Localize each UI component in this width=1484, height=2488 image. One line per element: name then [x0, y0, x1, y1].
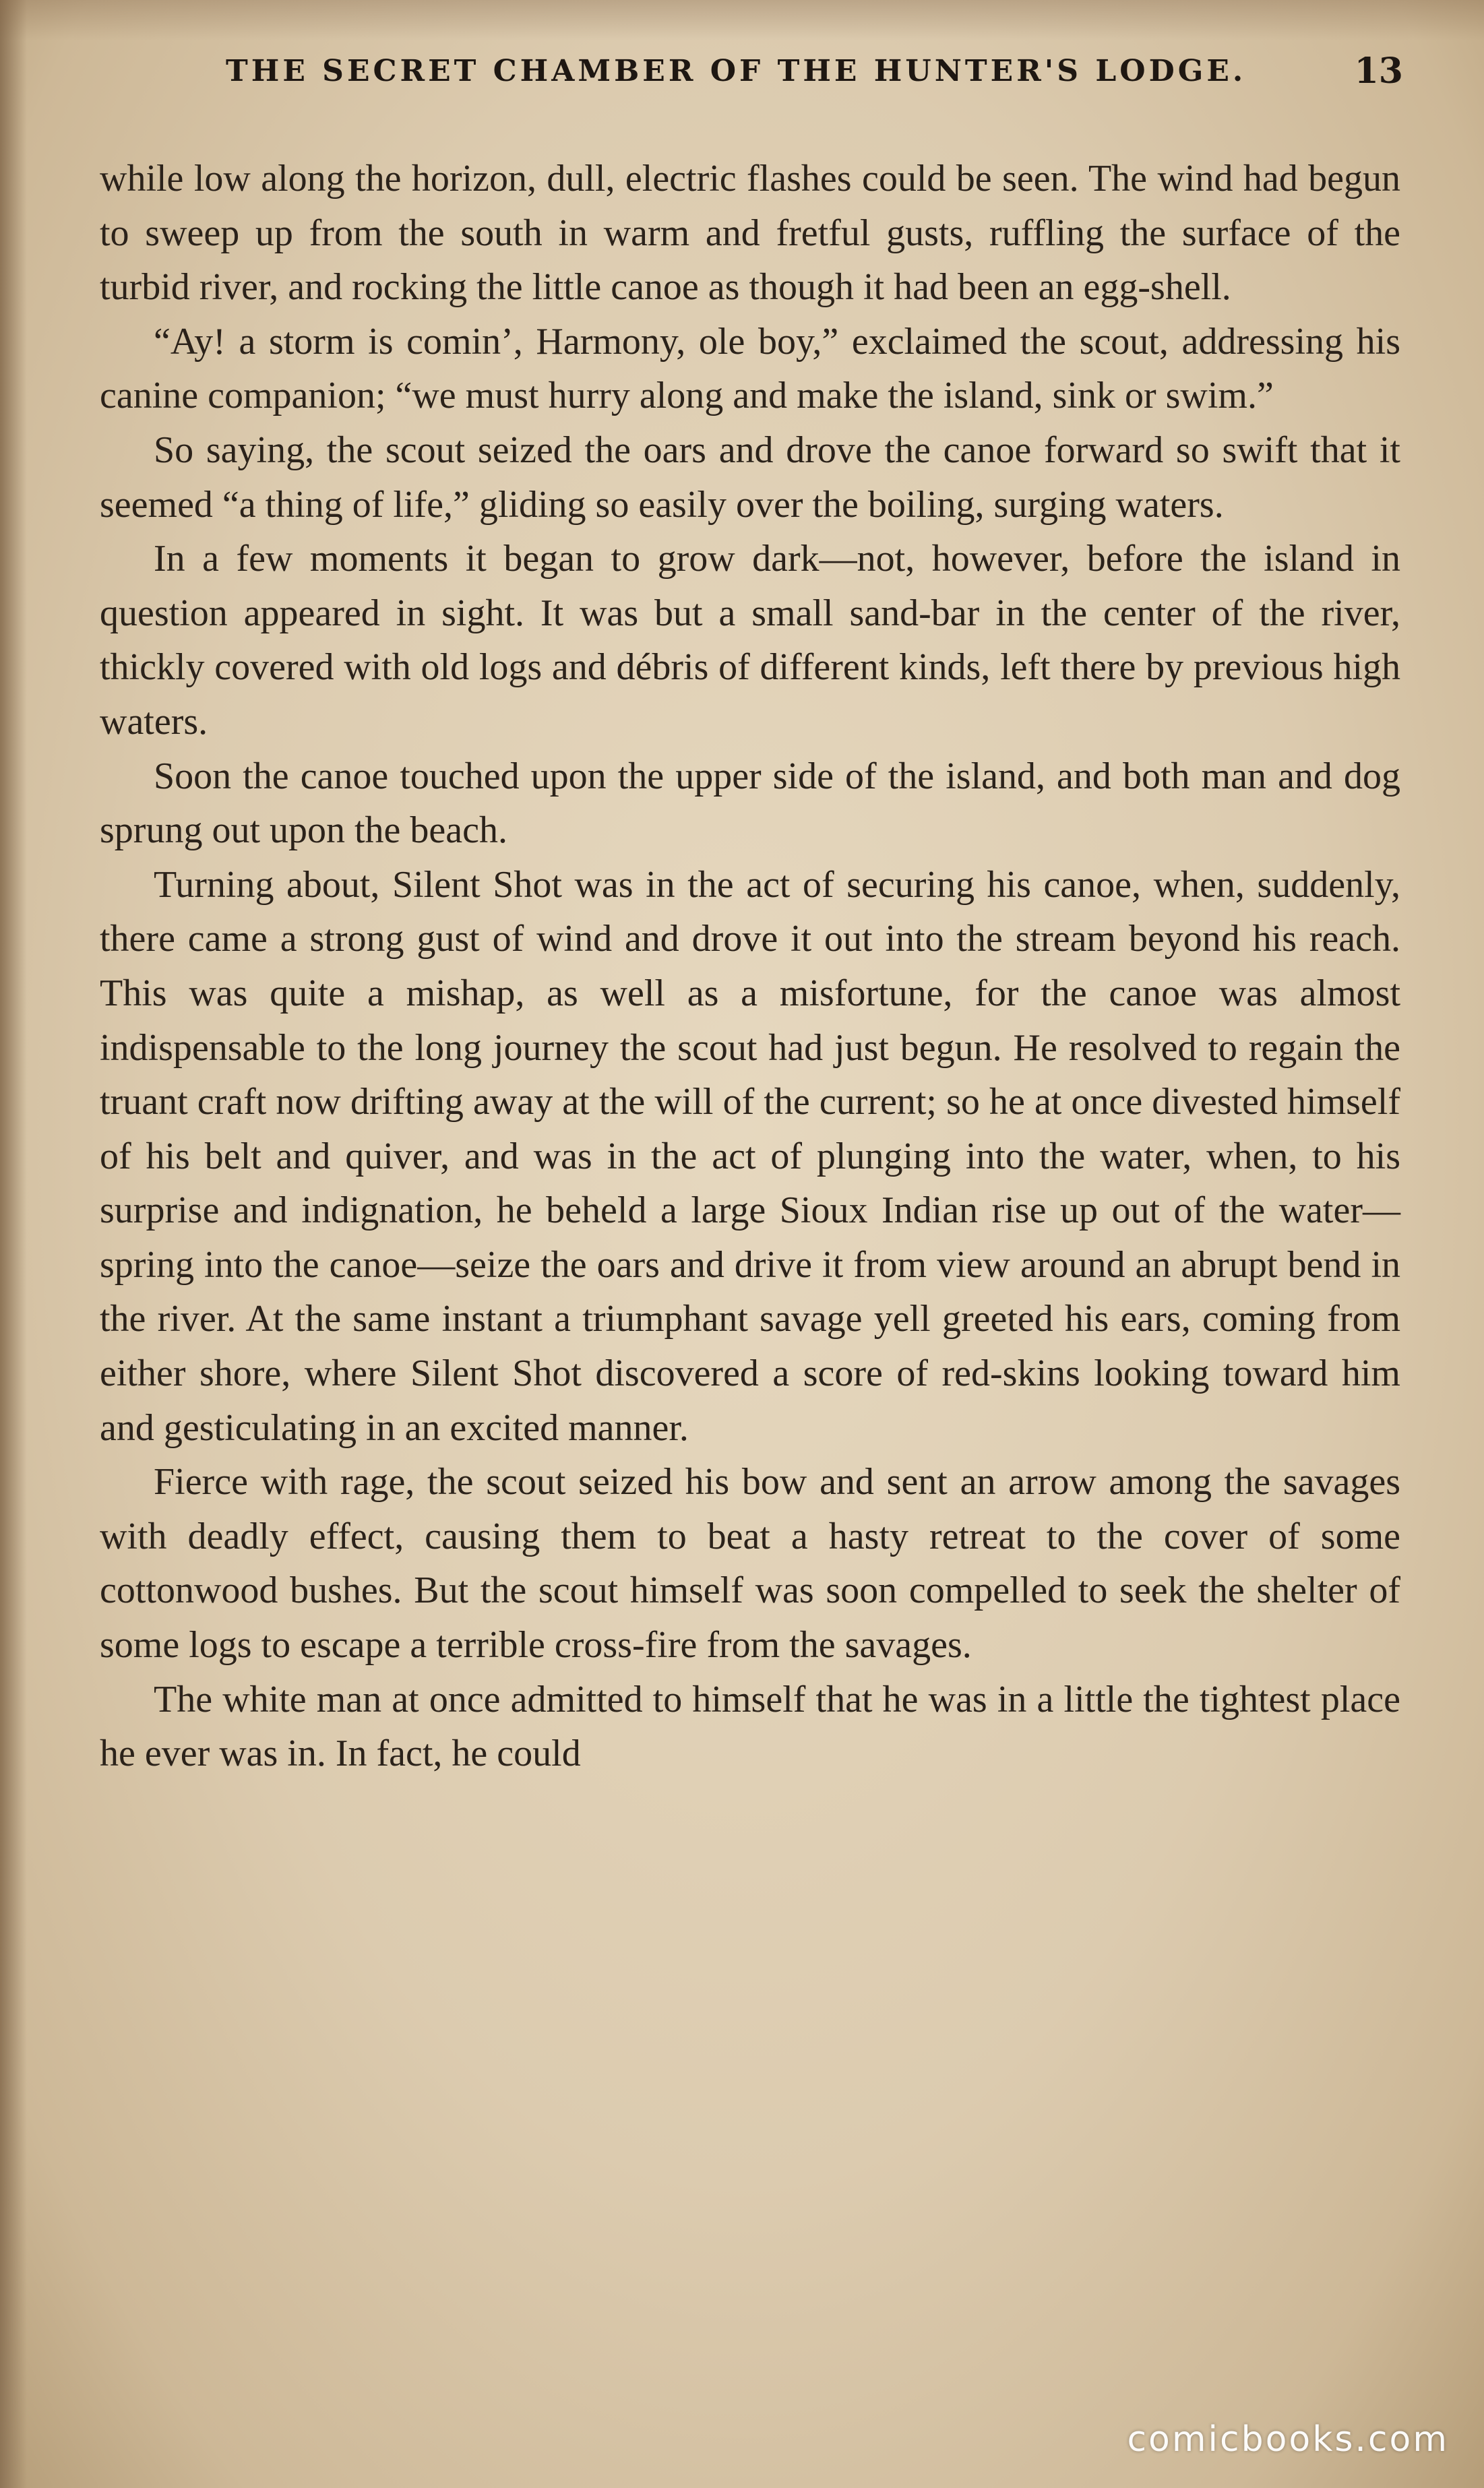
paragraph: “Ay! a storm is comin’, Harmony, ole boy,” exclaimed the scout, addressing his canine companion; “we must hurry along and make the island, sink or swim.”	[100, 320, 1400, 417]
paragraph: Turning about, Silent Shot was in the act of securing his canoe, when, suddenly, there came a strong gust of wind and drove it out into the stream beyond his reach. This was quite a mishap, as well as a misfortune, for the canoe was almost indispensable to the long journey the scout had just begun. He resolved to regain the truant craft now drifting away at the will of the current; so he at once divested himself of his belt and quiver, and was in the act of plunging into the water, when, to his surprise and indignation, he beheld a large Sioux Indian rise up out of the water—spring into the canoe—seize the oars and drive it from view around an abrupt bend in the river. At the same instant a triumphant savage yell greeted his ears, coming from either shore, where Silent Shot discovered a score of red-skins looking toward him and gesticulating in an excited manner.	[100, 863, 1400, 1449]
paragraph: Fierce with rage, the scout seized his bow and sent an arrow among the savages with deadly effect, causing them to beat a hasty retreat to the cover of some cottonwood bushes. But the scout himself was soon compelled to seek the shelter of some logs to escape a terrible cross-fire from the savages.	[100, 1461, 1400, 1667]
page-stain	[0, 0, 1484, 40]
paragraph: The white man at once admitted to himself that he was in a little the tightest place he ever was in. In fact, he could	[100, 1678, 1400, 1775]
page-edge-shadow	[0, 0, 27, 2488]
running-head: THE SECRET CHAMBER OF THE HUNTER'S LODGE.	[226, 53, 1247, 88]
page-header	[101, 44, 1403, 98]
paragraph: Soon the canoe touched upon the upper side of the island, and both man and dog sprung out upon the beach.	[100, 755, 1400, 852]
paragraph: In a few moments it began to grow dark—not, however, before the island in question appeared in sight. It was but a small sand-bar in the center of the river, thickly covered with old logs and débris of different kinds, left there by previous high waters.	[100, 538, 1400, 743]
page-number: 13	[1354, 50, 1403, 92]
body-text	[100, 152, 1400, 1781]
paragraph: while low along the horizon, dull, electric flashes could be seen. The wind had begun to sweep up from the south in warm and fretful gusts, ruffling the surface of the turbid river, and rocking the little canoe as though it had been an egg-shell.	[100, 158, 1400, 309]
watermark: comicbooks.com	[1127, 2419, 1449, 2460]
paragraph: So saying, the scout seized the oars and drove the canoe forward so swift that it seemed “a thing of life,” gliding so easily over the boiling, surging waters.	[100, 429, 1400, 526]
